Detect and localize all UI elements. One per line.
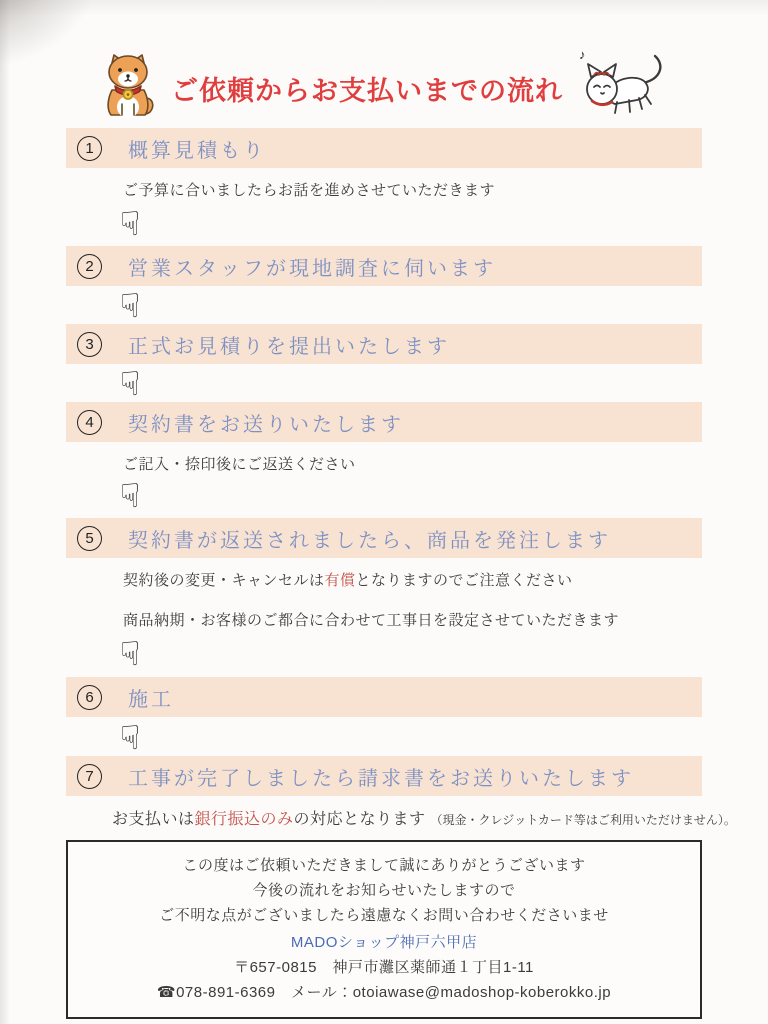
- pointing-down-hand-icon: ☟: [120, 365, 141, 402]
- step-7-banner: [66, 756, 702, 796]
- step-4-banner: [66, 402, 702, 442]
- header: [0, 0, 768, 122]
- footer-contact-box: [66, 840, 702, 1019]
- step-6-banner: [66, 677, 702, 717]
- pointing-down-hand-icon: ☟: [120, 635, 141, 672]
- email-address: メール：otoiawase@madoshop-koberokko.jp: [291, 984, 612, 1001]
- step-7-number: 7: [77, 764, 102, 789]
- step-5-banner: [66, 518, 702, 558]
- step-3-banner: [66, 324, 702, 364]
- step-5-cancel-note: 契約後の変更・キャンセルは有償となりますのでご注意ください: [123, 572, 573, 589]
- thanks-line-3: ご不明な点がございましたら遠慮なくお問い合わせくださいませ: [159, 907, 609, 924]
- step-7: [0, 756, 768, 796]
- music-note-icon: ♪: [579, 47, 586, 62]
- step-6: [0, 677, 768, 756]
- step-4-description: ご記入・捺印後にご返送ください: [123, 456, 356, 473]
- step-5-label: 契約書が返送されましたら、商品を発注します: [128, 529, 611, 552]
- shop-phone-email: [68, 980, 700, 1005]
- step-5-number: 5: [77, 526, 102, 551]
- step-4: [0, 402, 768, 514]
- step-5: [0, 518, 768, 672]
- step-3: [0, 324, 768, 402]
- step-1-banner: [66, 128, 702, 168]
- pointing-down-hand-icon: ☟: [120, 719, 141, 756]
- pointing-down-hand-icon: ☟: [120, 477, 141, 514]
- page-title: ご依頼からお支払いまでの流れ: [171, 76, 563, 106]
- shop-address: 〒657-0815 神戸市灘区薬師通１丁目1-11: [234, 959, 534, 976]
- pointing-down-hand-icon: ☟: [120, 287, 141, 324]
- step-5-schedule-note: 商品納期・お客様のご都合に合わせて工事日を設定させていただきます: [123, 612, 620, 629]
- step-2-banner: [66, 246, 702, 286]
- step-1-label: 概算見積もり: [128, 139, 266, 162]
- step-2: [0, 246, 768, 324]
- paid-cancellation-emphasis: 有償: [324, 572, 356, 589]
- shop-name: MADOショップ神戸六甲店: [290, 934, 478, 951]
- step-2-label: 営業スタッフが現地調査に伺います: [128, 257, 496, 280]
- phone-number: ☎078-891-6369: [156, 984, 276, 1001]
- step-4-label: 契約書をお送りいたします: [128, 413, 404, 436]
- shiba-dog-illustration: [99, 52, 157, 125]
- step-1: [0, 128, 768, 244]
- bank-transfer-only-emphasis: 銀行振込のみ: [194, 811, 294, 828]
- step-1-number: 1: [77, 136, 102, 161]
- payment-restriction-note: （現金・クレジットカード等はご利用いただけません）。: [430, 813, 736, 827]
- cat-illustration: [577, 47, 669, 122]
- step-3-label: 正式お見積りを提出いたします: [128, 335, 450, 358]
- thanks-line-2: 今後の流れをお知らせいたしますので: [252, 882, 516, 899]
- step-6-number: 6: [77, 685, 102, 710]
- step-2-number: 2: [77, 254, 102, 279]
- step-6-label: 施工: [128, 688, 174, 711]
- payment-note: お支払いは銀行振込のみの対応となります （現金・クレジットカード等はご利用いただけません）。: [112, 811, 736, 828]
- step-3-number: 3: [77, 332, 102, 357]
- step-4-number: 4: [77, 410, 102, 435]
- step-7-label: 工事が完了しましたら請求書をお送りいたします: [128, 767, 634, 790]
- pointing-down-hand-icon: ☟: [120, 205, 141, 242]
- step-1-description: ご予算に合いましたらお話を進めさせていただきます: [123, 182, 496, 199]
- thanks-line-1: この度はご依頼いただきまして誠にありがとうございます: [182, 857, 586, 874]
